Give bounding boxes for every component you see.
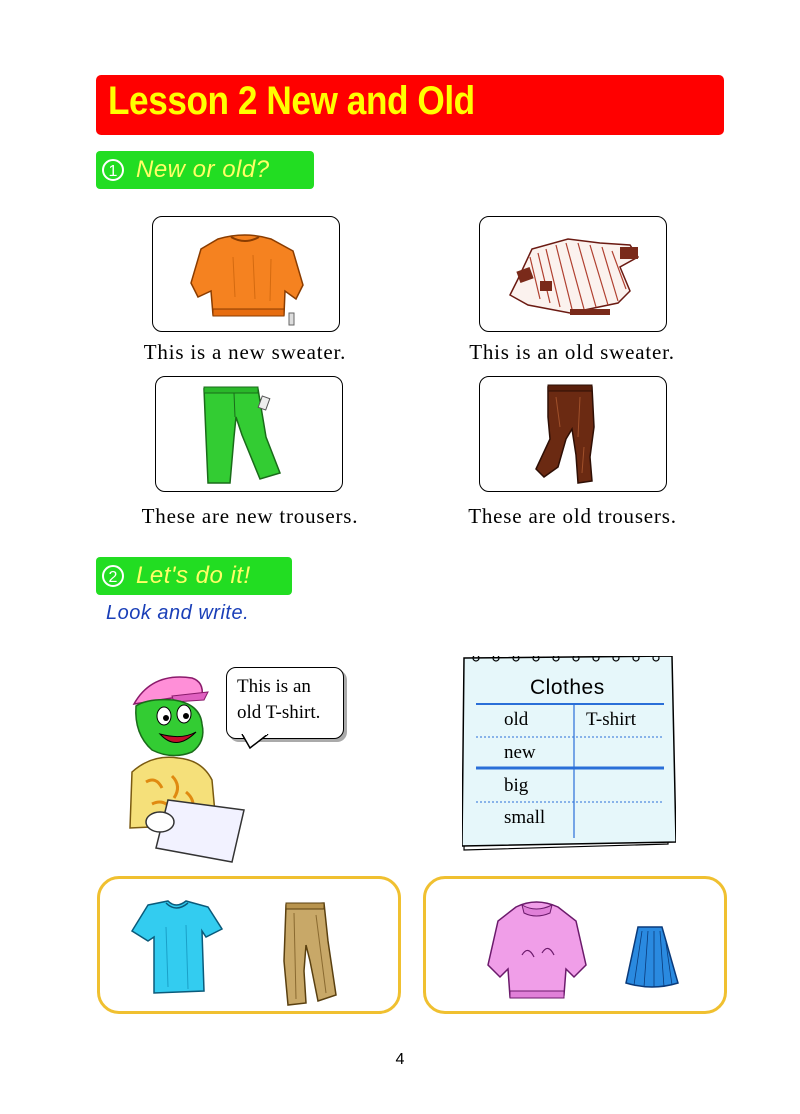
- pink-sweater-icon: [482, 895, 592, 1005]
- notebook-word-big: big: [504, 775, 529, 796]
- page-number: 4: [395, 1051, 405, 1068]
- notebook-word-small: small: [504, 807, 546, 828]
- section-1-header: [96, 151, 314, 189]
- blue-tshirt-icon: [126, 897, 226, 997]
- picture-box-new-trousers: [155, 376, 343, 492]
- orange-sweater-icon: [153, 217, 339, 331]
- section-1-title: New or old?: [136, 156, 270, 183]
- speech-bubble: [226, 667, 344, 739]
- notebook-word-new: new: [504, 742, 536, 763]
- notebook-word-old: old: [504, 709, 529, 730]
- section-2-title: Let's do it!: [136, 562, 251, 589]
- picture-box-old-sweater: [479, 216, 667, 332]
- section-2-number: 2: [102, 565, 124, 587]
- speech-bubble-tail: [240, 734, 280, 774]
- lesson-title-bar: [96, 75, 724, 135]
- picture-box-old-trousers: [479, 376, 667, 492]
- brown-trousers-icon: [480, 377, 666, 491]
- speech-bubble-text: This is an old T-shirt.: [237, 676, 321, 723]
- notebook-answer-old: T-shirt: [586, 709, 636, 730]
- green-trousers-icon: [156, 377, 342, 491]
- section-1-number: 1: [102, 159, 124, 181]
- section-2-header: [96, 557, 292, 595]
- instruction-text: Look and write.: [106, 602, 250, 624]
- lesson-title: Lesson 2 New and Old: [108, 79, 475, 123]
- blue-skirt-icon: [622, 923, 682, 995]
- caption-old-sweater: This is an old sweater.: [469, 340, 675, 364]
- caption-new-trousers: These are new trousers.: [141, 504, 359, 528]
- picture-box-new-sweater: [152, 216, 340, 332]
- old-striped-sweater-icon: [480, 217, 666, 331]
- caption-new-sweater: This is a new sweater.: [143, 340, 347, 364]
- notebook-title: Clothes: [530, 676, 605, 699]
- khaki-trousers-icon: [276, 901, 346, 1011]
- clothing-group-2: [423, 876, 727, 1014]
- caption-old-trousers: These are old trousers.: [468, 504, 677, 528]
- clothing-group-1: [97, 876, 401, 1014]
